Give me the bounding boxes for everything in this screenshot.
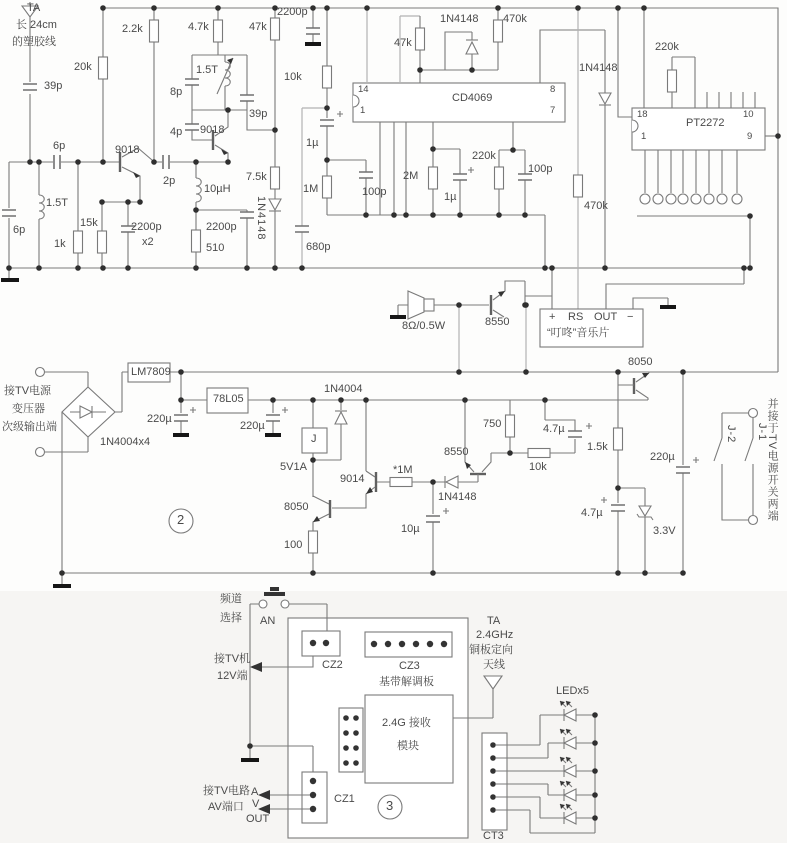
conn-cz1: CZ1	[334, 793, 355, 805]
psu-input-line3: 次级输出端	[2, 421, 57, 433]
section-2-badge	[169, 509, 193, 533]
cd4069-pin1: 1	[360, 105, 366, 116]
cap-2p: 2p	[163, 175, 176, 187]
cap-220u-2: 220µ	[240, 420, 265, 432]
section-3-badge	[378, 795, 402, 819]
music-section	[390, 268, 744, 372]
pt2272-pin1: 1	[641, 131, 647, 142]
relay-j: J	[311, 433, 317, 445]
ic-pt2272: PT2272	[686, 117, 725, 129]
cap-2200p-x2b: x2	[142, 236, 154, 248]
cap-6p-2: 6p	[13, 224, 26, 236]
ic-lm7809: LM7809	[131, 366, 171, 378]
q-8050-2: 8050	[284, 501, 309, 513]
cap-6p-series: 6p	[53, 140, 66, 152]
transistor-8050-3	[618, 372, 649, 400]
module-line1: 2.4G 接收	[382, 717, 431, 729]
q-8550-1: 8550	[485, 316, 510, 328]
res-7k5: 7.5k	[246, 171, 267, 183]
module-line2: 模块	[397, 740, 419, 752]
cap-4p: 4p	[170, 126, 183, 138]
cap-2200p-3: 2200p	[206, 221, 237, 233]
d-1n4148-2: 1N4148	[579, 62, 618, 74]
pt2272-ic-body	[632, 108, 765, 150]
cap-220u-1: 220µ	[147, 413, 172, 425]
ic-78l05: 78L05	[213, 393, 244, 405]
res-4k7: 4.7k	[188, 21, 209, 33]
cd4069-pin14: 14	[358, 84, 369, 95]
res-510: 510	[206, 242, 225, 254]
res-2k2: 2.2k	[122, 23, 143, 35]
led-x5: LEDx5	[556, 685, 590, 697]
d-1n4148-top: 1N4148	[440, 13, 479, 25]
bridge-rectifier	[62, 387, 115, 437]
diode-1n4148-3	[445, 476, 458, 488]
res-10k-2: 10k	[529, 461, 547, 473]
bridge-1n4004x4: 1N4004x4	[100, 436, 151, 448]
lm7809-body	[128, 363, 170, 382]
transistor-9018-1	[120, 148, 152, 202]
av-out: OUT	[246, 813, 270, 825]
cap-39p-1: 39p	[44, 80, 63, 92]
ta2-type: 铜板定向	[469, 644, 513, 656]
music-chip-name: “叮咚”音乐片	[547, 327, 610, 339]
button-an: AN	[260, 615, 276, 627]
transistor-9018-2	[213, 110, 228, 162]
cd4069-pin7: 7	[550, 105, 556, 116]
cd4069-section	[353, 8, 611, 309]
ic-cd4069: CD4069	[452, 92, 493, 104]
cap-100p-2: 100p	[528, 163, 553, 175]
ta1-material: 的塑胶线	[12, 36, 56, 48]
transistor-8050-2	[313, 496, 330, 531]
relay-contacts	[714, 409, 758, 525]
res-47k-2: 47k	[394, 37, 412, 49]
av-a: A	[251, 786, 259, 798]
ct3-body	[482, 733, 507, 830]
transistor-8550-1	[491, 281, 525, 317]
coil-10uh: 10µH	[204, 183, 231, 195]
av-port-line1: 接TV电路	[203, 785, 251, 797]
power-supply-section	[36, 363, 779, 586]
res-47k-1: 47k	[249, 21, 267, 33]
coil-1p5t-1: 1.5T	[46, 197, 69, 209]
conn-cz3: CZ3	[399, 660, 420, 672]
pt2272-pin9: 9	[747, 131, 753, 142]
cap-1u-1: 1µ	[306, 137, 319, 149]
relay-contact-j1: J-1	[756, 423, 769, 442]
q-9014: 9014	[340, 473, 365, 485]
ta1-name: TA	[27, 2, 41, 14]
cap-1u-2: 1µ	[444, 191, 457, 203]
psu-input-line2: 变压器	[12, 403, 45, 415]
cap-8p: 8p	[170, 86, 183, 98]
coil-1p5t-2: 1.5T	[196, 64, 219, 76]
q-9018-2: 9018	[200, 124, 225, 136]
res-220k-1: 220k	[472, 150, 496, 162]
music-pin-out: OUT	[594, 311, 618, 323]
baseband-board: 基带解调板	[379, 676, 434, 688]
res-1k: 1k	[54, 238, 66, 250]
diode-1n4148-rf	[269, 199, 281, 211]
psu-terminal-2	[36, 448, 45, 457]
conn-cz2: CZ2	[322, 659, 343, 671]
channel-select-1: 频道	[220, 593, 242, 605]
av-v: V	[252, 798, 260, 810]
music-pin-plus: +	[549, 311, 556, 323]
conn-ct3: CT3	[483, 830, 504, 842]
cap-100p-1: 100p	[362, 186, 387, 198]
relay-contact-j2: J-2	[725, 425, 738, 444]
speaker-spec: 8Ω/0.5W	[402, 320, 446, 332]
res-10k-1: 10k	[284, 71, 302, 83]
channel-select-2: 选择	[220, 612, 242, 624]
cz2-body	[302, 631, 340, 656]
res-750: 750	[483, 418, 502, 430]
cap-2200p-top: 2200p	[277, 6, 308, 18]
d-1n4148-rf: 1N4148	[255, 196, 268, 241]
relay-5v1a: 5V1A	[280, 461, 307, 473]
q-8050-3: 8050	[628, 356, 653, 368]
res-1m-star: *1M	[393, 464, 413, 476]
speaker-icon	[408, 291, 434, 319]
ta2-name: TA	[487, 615, 501, 627]
d-zener-3v3: 3.3V	[653, 525, 676, 537]
ta2-freq: 2.4GHz	[476, 629, 514, 641]
cd4069-ic-body	[353, 83, 565, 122]
music-chip-body	[540, 309, 643, 347]
res-2m: 2M	[403, 170, 419, 182]
ta1-length: 长 24cm	[16, 19, 57, 31]
res-1m: 1M	[303, 183, 319, 195]
cap-39p-2: 39p	[249, 108, 268, 120]
cd4069-pin8: 8	[550, 84, 556, 95]
pt2272-pin10: 10	[743, 109, 754, 120]
transistor-8550-2	[465, 400, 491, 482]
psu-input-line1: 接TV电源	[4, 385, 52, 397]
d-1n4004: 1N4004	[324, 383, 363, 395]
music-pin-minus: −	[627, 311, 634, 323]
cap-4u7-2: 4.7µ	[581, 507, 603, 519]
music-pin-rs: RS	[568, 311, 584, 323]
pt2272-section	[618, 8, 778, 268]
module-2g4-body	[365, 695, 453, 783]
q-8550-2: 8550	[444, 446, 469, 458]
tv-12v-line1: 接TV机	[214, 653, 251, 665]
psu-terminal-1	[36, 368, 45, 377]
res-1k5: 1.5k	[587, 441, 608, 453]
header-connector	[339, 708, 363, 772]
d-1n4148-3: 1N4148	[438, 491, 477, 503]
av-port-line2: AV端口	[208, 801, 244, 813]
cap-10u: 10µ	[401, 523, 420, 535]
pt2272-pin18: 18	[637, 109, 648, 120]
q-9018-1: 9018	[115, 144, 140, 156]
cap-4u7-1: 4.7µ	[543, 423, 565, 435]
diode-1n4148-top	[466, 40, 478, 54]
res-100: 100	[284, 539, 303, 551]
res-20k: 20k	[74, 61, 92, 73]
78l05-body	[207, 388, 248, 413]
cap-2200p-x2a: 2200p	[131, 221, 162, 233]
section-2: 2	[177, 512, 185, 527]
res-470k-2: 470k	[584, 200, 608, 212]
cap-680p: 680p	[306, 241, 331, 253]
tv-12v-line2: 12V端	[217, 670, 248, 682]
res-220k-2: 220k	[655, 41, 679, 53]
res-15k: 15k	[80, 217, 98, 229]
res-470k-1: 470k	[503, 13, 527, 25]
address-pads	[640, 194, 742, 204]
diode-1n4148-2	[599, 93, 611, 105]
relay-coil-body	[302, 428, 327, 453]
cz3-body	[365, 632, 452, 657]
rf-transmitter-section	[1, 2, 778, 372]
cap-220u-3: 220µ	[650, 451, 675, 463]
antenna-icon	[22, 2, 41, 18]
section-3: 3	[386, 798, 394, 813]
tv-switch-note: 并接于TV电源开关两端	[766, 398, 779, 523]
ta2-antenna: 天线	[483, 659, 505, 671]
